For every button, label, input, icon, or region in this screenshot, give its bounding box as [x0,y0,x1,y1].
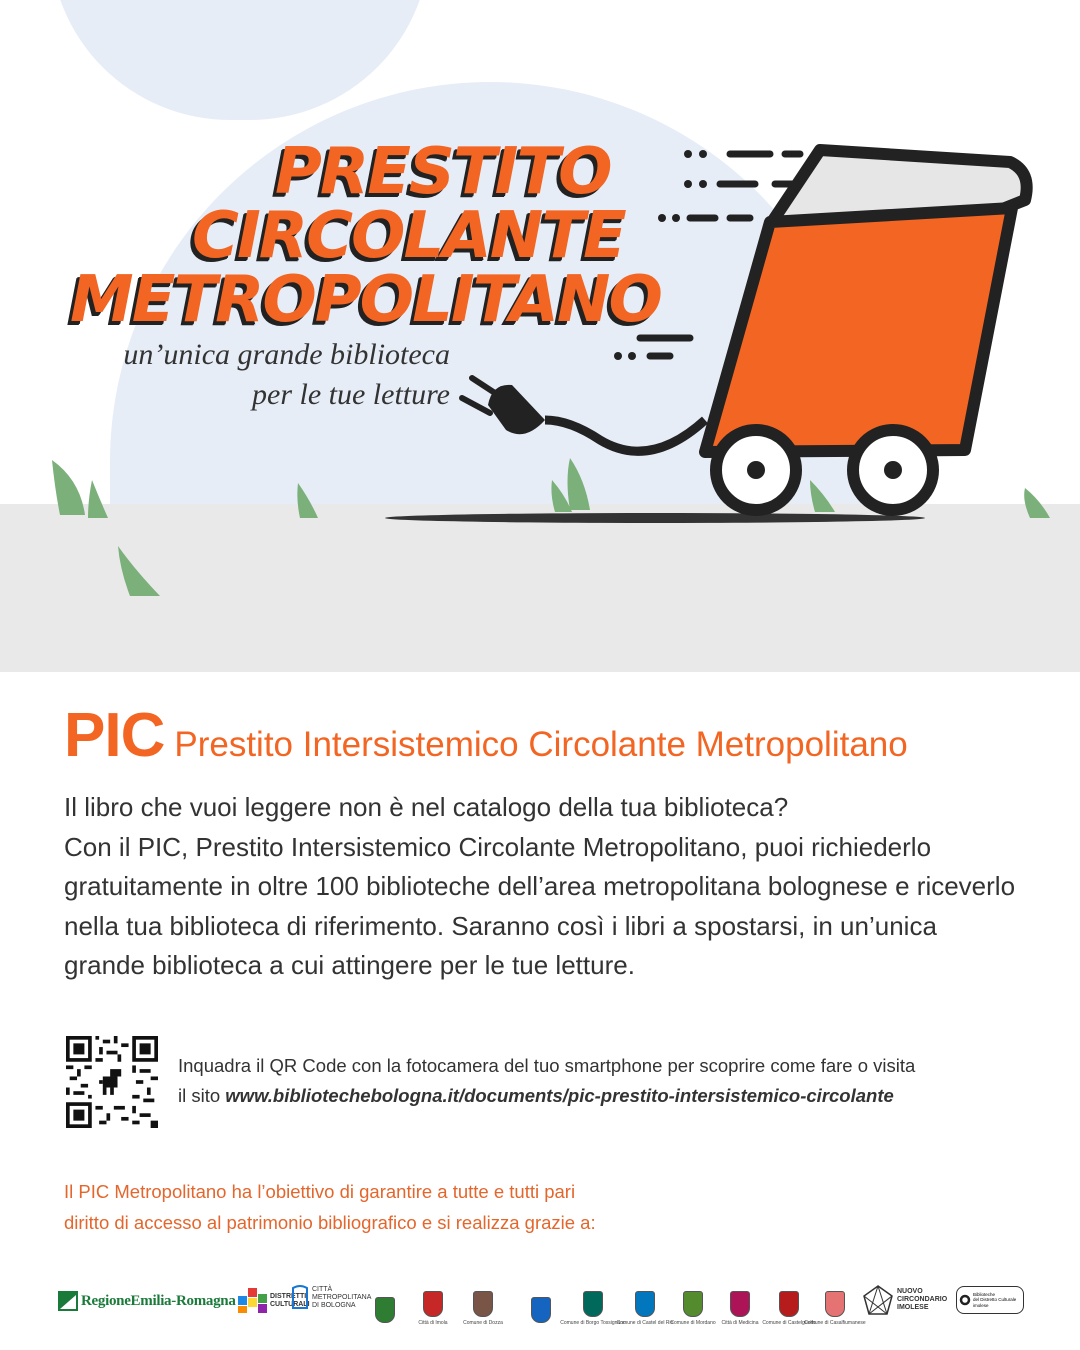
distretti-line-2: CULTURALI [270,1301,310,1308]
comune-crest-10: Comune di Casalfiumanese [810,1278,860,1326]
comune-crest-3: Comune di Dozza [460,1278,506,1326]
site-link[interactable]: www.bibliotechebologna.it/documents/pic-prestito-intersistemico-circolante [225,1085,894,1106]
goal-text [64,1176,596,1238]
biblioteche-dot-icon [959,1294,971,1306]
regione-flag-icon [58,1291,78,1311]
hero-illustration [0,0,1080,672]
crest-icon [473,1291,493,1317]
citta-line-3: DI BOLOGNA [312,1302,356,1309]
logo-nuovo-circondario-imolese [862,1284,947,1316]
logo-regione-emilia-romagna [58,1286,236,1316]
title-line-1: PRESTITO [275,135,611,209]
circondario-line-2: CIRCONDARIO [897,1296,948,1303]
comune-crest-1 [363,1278,407,1326]
biblioteche-line-3: imolese [973,1302,989,1308]
qr-line-1: Inquadra il QR Code con la fotocamera del tuo smartphone per scoprire come fare o visita [178,1055,916,1076]
goal-line-2: diritto di accesso al patrimonio bibliografico e si realizza grazie a: [64,1212,596,1233]
crest-icon [730,1291,750,1317]
description [64,788,1024,986]
citta-metropolitana-icon [290,1284,310,1312]
tagline-line-1: un’unica grande biblioteca [123,338,450,371]
distretti-line-1: DISTRETTI [270,1293,307,1300]
crest-icon [375,1297,395,1323]
comune-crest-9: Comune di Castelguelfo [764,1278,814,1326]
qr-instructions [178,1051,915,1111]
comune-crest-6: Comune di Castel del Rio [620,1278,670,1326]
citta-line-2: METROPOLITANA [312,1294,372,1301]
pic-acronym: PIC [64,701,165,770]
logo-biblioteche-distretto [956,1286,1024,1314]
description-paragraph: Con il PIC, Prestito Intersistemico Circolante Metropolitano, puoi richiederlo gratuitamente in oltre 100 biblioteche dell’area metropolitana bolognese e riceverlo nella tua biblioteca di riferimento. Saranno così i libri a spostarsi, in un’unica grande biblioteca a cui attingere per le tue letture. [64,831,1016,980]
crest-icon [583,1291,603,1317]
qr-line-2 [178,1081,915,1111]
pic-heading [64,700,908,771]
crest-icon [825,1291,845,1317]
crest-icon [779,1291,799,1317]
comune-crest-4 [516,1278,566,1326]
goal-line-1: Il PIC Metropolitano ha l’obiettivo di garantire a tutte e tutti pari [64,1181,576,1202]
comune-crest-2: Città di Imola [410,1278,456,1326]
title-line-2: CIRCOLANTE [192,199,625,273]
title-line-3: METROPOLITANO [70,263,661,337]
partner-logos [58,1278,1028,1328]
crest-icon [423,1291,443,1317]
qr-code[interactable] [66,1036,158,1128]
crest-icon [635,1291,655,1317]
crest-icon [683,1291,703,1317]
distretti-mosaic-icon [238,1288,268,1314]
circondario-line-1: NUOVO [897,1288,923,1295]
pic-full-name: Prestito Intersistemico Circolante Metropolitano [174,725,908,764]
biblioteche-line-2: del Distretto Culturale [973,1297,1017,1303]
circondario-network-icon [862,1284,894,1316]
comune-crest-8: Città di Medicina [716,1278,764,1326]
qr-line-2-prefix: il sito [178,1085,226,1106]
comune-crest-5: Comune di Borgo Tossignano [568,1278,618,1326]
citta-line-1: CITTÀ [312,1286,333,1293]
tagline-line-2: per le tue letture [252,378,450,411]
crest-icon [531,1297,551,1323]
circondario-line-3: IMOLESE [897,1304,929,1311]
biblioteche-line-1: Biblioteche [973,1291,996,1297]
comune-crest-7: Comune di Mordano [670,1278,716,1326]
description-question: Il libro che vuoi leggere non è nel catalogo della tua biblioteca? [64,792,789,822]
logo-citta-metropolitana [290,1284,371,1312]
regione-label: RegioneEmilia-Romagna [81,1292,236,1309]
